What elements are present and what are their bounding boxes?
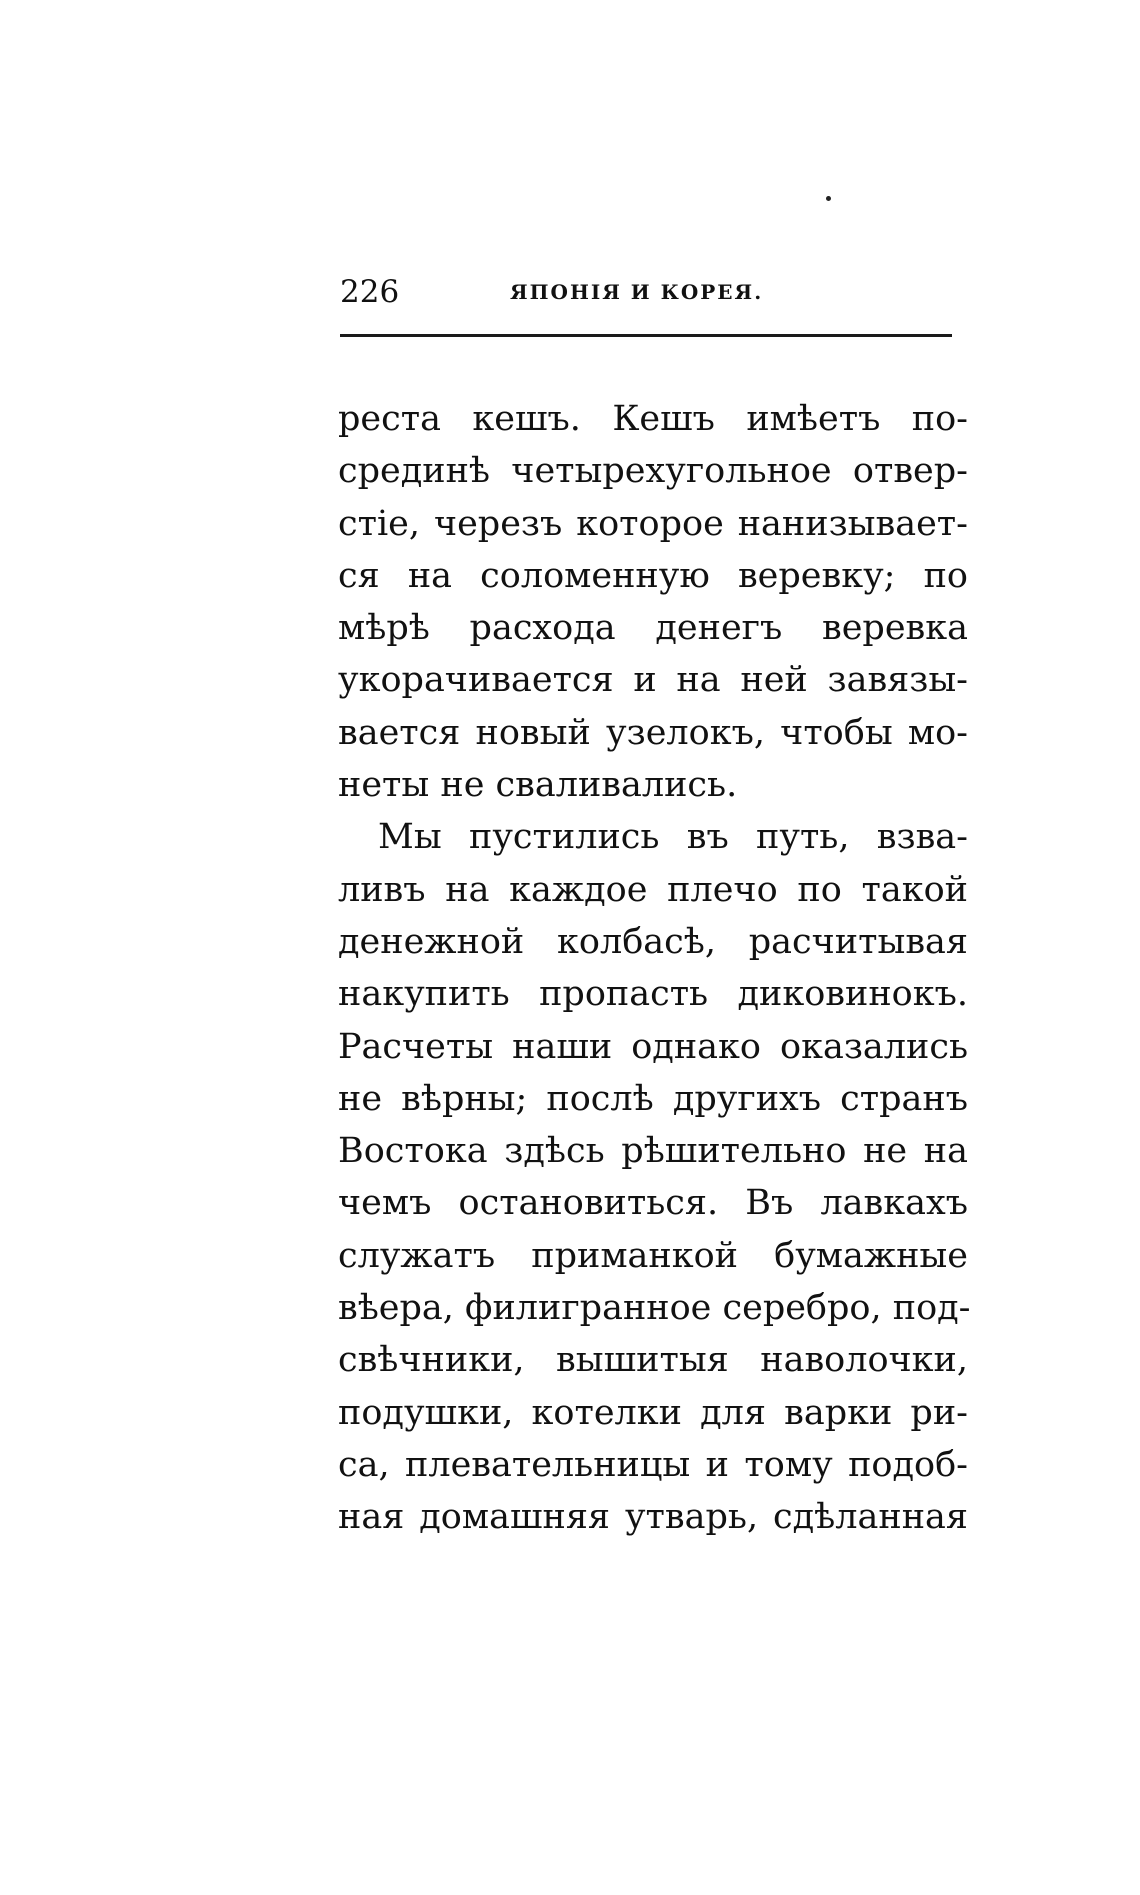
text-line: чемъ остановиться. Въ лавкахъ xyxy=(338,1183,968,1224)
header-rule xyxy=(340,334,952,337)
text-line: Востока здѣсь рѣшительно не на xyxy=(338,1131,968,1172)
text-line: укорачивается и на ней завязы- xyxy=(338,660,968,701)
ink-speck xyxy=(826,196,831,201)
text-line: вается новый узелокъ, чтобы мо- xyxy=(338,712,968,753)
body-text xyxy=(338,393,971,1544)
text-line: свѣчники, вышитыя наволочки, xyxy=(338,1340,968,1381)
text-line: ливъ на каждое плечо по такой xyxy=(338,869,968,910)
text-line: неты не сваливались. xyxy=(338,765,738,806)
text-line: Расчеты наши однако оказались xyxy=(338,1026,968,1067)
running-title: ЯПОНІЯ И КОРЕЯ. xyxy=(510,280,764,304)
text-line: мѣрѣ расхода денегъ веревка xyxy=(338,608,968,649)
text-line: са, плевательницы и тому подоб- xyxy=(338,1444,968,1485)
text-line: служатъ приманкой бумажные xyxy=(338,1235,968,1276)
text-line: Мы пустились въ путь, взва- xyxy=(378,817,968,858)
paragraph xyxy=(338,393,968,811)
text-line: накупить пропасть диковинокъ. xyxy=(338,974,968,1015)
text-line: ся на соломенную веревку; по xyxy=(338,555,968,596)
text-line: не вѣрны; послѣ другихъ странъ xyxy=(338,1078,968,1119)
text-line: реста кешъ. Кешъ имѣетъ по- xyxy=(338,399,968,439)
text-line: подушки, котелки для варки ри- xyxy=(338,1392,968,1433)
text-line: срединѣ четырехугольное отвер- xyxy=(338,451,968,492)
text-line: вѣера, филигранное серебро, под- xyxy=(338,1288,971,1329)
paragraph xyxy=(338,811,971,1543)
text-line: денежной колбасѣ, расчитывая xyxy=(338,921,968,962)
page-number: 226 xyxy=(340,274,400,310)
text-line: стіе, черезъ которое нанизывает- xyxy=(338,503,968,544)
text-line: ная домашняя утварь, сдѣланная xyxy=(338,1497,968,1538)
page-header xyxy=(340,272,952,312)
